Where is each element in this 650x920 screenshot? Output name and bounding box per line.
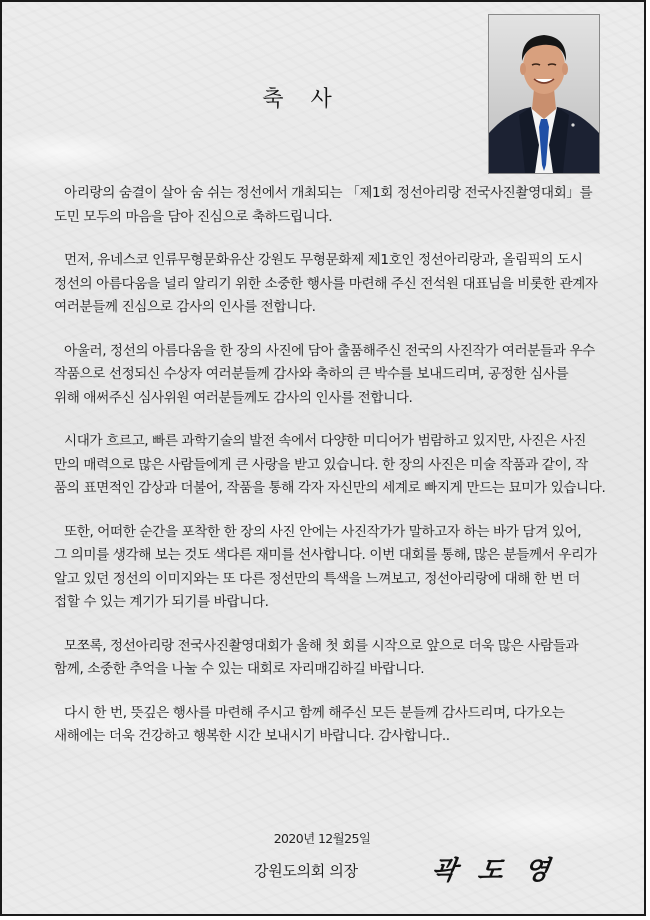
paragraph-line: 위해 애써주신 심사위원 여러분들께도 감사의 인사를 전합니다.: [54, 389, 413, 406]
paragraph-line: 도민 모두의 마음을 담아 진심으로 축하드립니다.: [54, 208, 333, 225]
paragraph-line: 또한, 어떠한 순간을 포착한 한 장의 사진 안에는 사진작가가 말하고자 하는 바가 담겨 있어,: [64, 523, 582, 540]
paragraph-line: 아울러, 정선의 아름다움을 한 장의 사진에 담아 출품해주신 전국의 사진작가 여러분들과 우수: [64, 342, 595, 359]
paragraph-line: 만의 매력으로 많은 사람들에게 큰 사랑을 받고 있습니다. 한 장의 사진은 미술 작품과 같이, 작: [54, 456, 588, 473]
paragraph: [54, 635, 614, 682]
paragraph-line: 접할 수 있는 계기가 되기를 바랍니다.: [54, 594, 269, 610]
paragraph-line: 먼저, 유네스코 인류무형문화유산 강원도 무형문화제 제1호인 정선아리랑과, 올림픽의 도시: [64, 252, 583, 268]
portrait-photo: [488, 14, 600, 174]
paragraph-line: 여러분들께 진심으로 감사의 인사를 전합니다.: [54, 299, 316, 315]
paragraph-line: 작품으로 선정되신 수상자 여러분들께 감사와 축하의 큰 박수를 보내드리며, 공정한 심사를: [54, 366, 569, 382]
paragraph-line: 품의 표면적인 감상과 더불어, 작품을 통해 각자 자신만의 세계로 빠지게 만드는 묘미가 있습니다.: [54, 480, 606, 496]
paragraph-line: 시대가 흐르고, 빠른 과학기술의 발전 속에서 다양한 미디어가 범람하고 있지만, 사진은 사진: [64, 433, 587, 449]
paragraph-line: 알고 있던 정선의 이미지와는 또 다른 정선만의 특색을 느껴보고, 정선아리랑에 대해 한 번 더: [54, 570, 580, 587]
paragraph: [54, 430, 614, 501]
page-title: 축 사: [262, 87, 342, 112]
paragraph: [54, 182, 614, 229]
paragraph: [54, 249, 614, 320]
paragraph-line: 함께, 소중한 추억을 나눌 수 있는 대회로 자리매김하길 바랍니다.: [54, 661, 425, 677]
paragraph-line: 새해에는 더욱 건강하고 행복한 시간 보내시기 바랍니다. 감사합니다..: [54, 728, 450, 744]
paragraph: [54, 702, 614, 749]
paragraph-line: 다시 한 번, 뜻깊은 행사를 마련해 주시고 함께 해주신 모든 분들께 감사드리며, 다가오는: [64, 704, 565, 721]
paragraph: [54, 340, 614, 411]
signer-title: 강원도의회 의장: [254, 862, 358, 880]
paragraph-line: 아리랑의 숨결이 살아 숨 쉬는 정선에서 개최되는 「제1회 정선아리랑 전국사진촬영대회」를: [64, 185, 593, 201]
paragraph: [54, 521, 614, 615]
handwritten-signature: 곽 도 영: [429, 856, 558, 886]
paragraph-line: 그 의미를 생각해 보는 것도 색다른 재미를 선사합니다. 이번 대회를 통해, 많은 분들께서 우리가: [54, 547, 597, 563]
letter-body: [54, 182, 614, 769]
paragraph-line: 정선의 아름다움을 널리 알리기 위한 소중한 행사를 마련해 주신 전석원 대표님을 비롯한 관계자: [54, 275, 598, 292]
letter-date: 2020년 12월25일: [273, 831, 371, 846]
paragraph-line: 모쪼록, 정선아리랑 전국사진촬영대회가 올해 첫 회를 시작으로 앞으로 더욱 많은 사람들과: [64, 637, 579, 654]
